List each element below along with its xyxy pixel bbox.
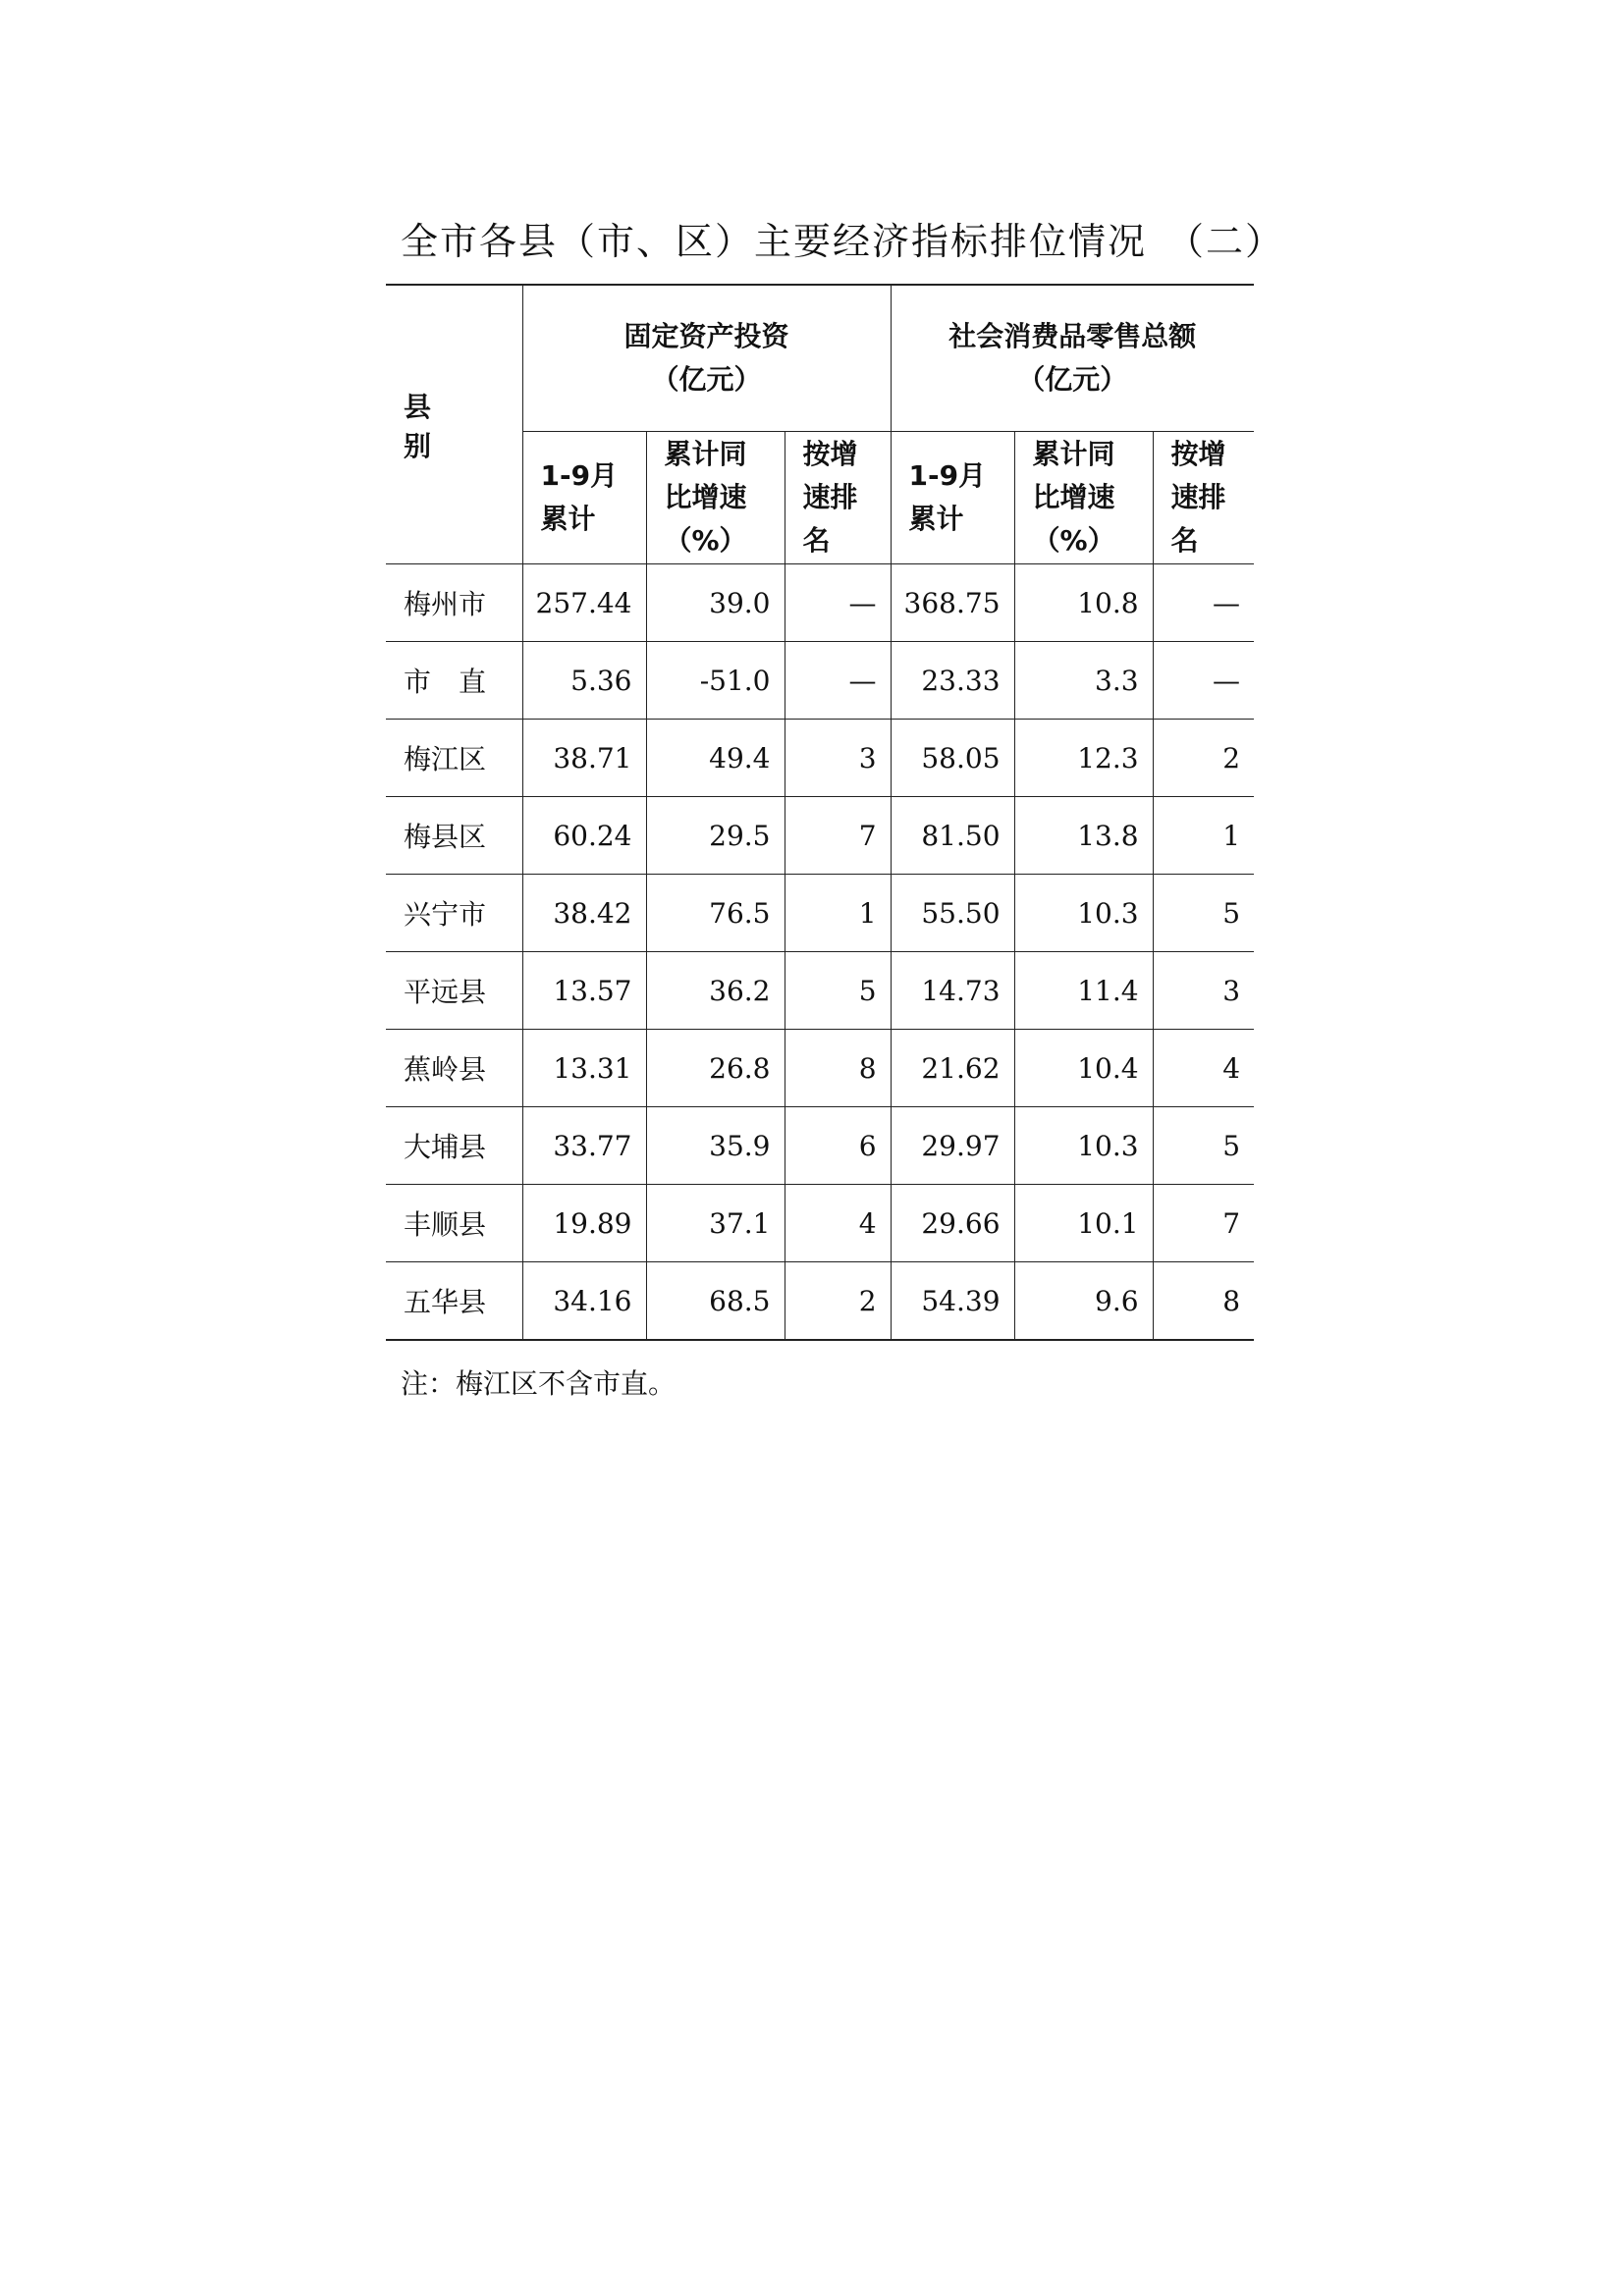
table-row (386, 1030, 1254, 1107)
fa-rank: 3 (785, 720, 891, 797)
rs-total: 29.66 (891, 1185, 1014, 1262)
rs-rank: 7 (1153, 1185, 1254, 1262)
rs-total: 21.62 (891, 1030, 1014, 1107)
fa-growth: 36.2 (646, 952, 785, 1030)
fa-total: 257.44 (522, 564, 646, 642)
fa-growth: -51.0 (646, 642, 785, 720)
region-name: 五华县 (386, 1262, 522, 1341)
rs-rank: 3 (1153, 952, 1254, 1030)
rs-growth-header: 累计同 比增速 （%） (1014, 432, 1153, 564)
fa-total: 33.77 (522, 1107, 646, 1185)
rs-growth: 10.1 (1014, 1185, 1153, 1262)
fa-growth: 37.1 (646, 1185, 785, 1262)
fa-growth-header: 累计同 比增速 （%） (646, 432, 785, 564)
page-title (401, 211, 1285, 265)
table-row (386, 642, 1254, 720)
rs-rank: 4 (1153, 1030, 1254, 1107)
table-row (386, 952, 1254, 1030)
region-name: 市 直 (386, 642, 522, 720)
fa-growth: 49.4 (646, 720, 785, 797)
table-row (386, 797, 1254, 875)
rs-rank: 2 (1153, 720, 1254, 797)
rs-rank: 5 (1153, 1107, 1254, 1185)
ranking-table (386, 284, 1254, 1341)
fa-rank: 5 (785, 952, 891, 1030)
table-row (386, 564, 1254, 642)
region-name: 平远县 (386, 952, 522, 1030)
rs-growth: 3.3 (1014, 642, 1153, 720)
fa-total: 38.42 (522, 875, 646, 952)
fa-total-header: 1-9月 累计 (522, 432, 646, 564)
rs-growth: 11.4 (1014, 952, 1153, 1030)
table-row (386, 720, 1254, 797)
fa-growth: 26.8 (646, 1030, 785, 1107)
fa-total: 38.71 (522, 720, 646, 797)
rs-rank-header: 按增 速排 名 (1153, 432, 1254, 564)
region-name: 梅县区 (386, 797, 522, 875)
rs-growth: 12.3 (1014, 720, 1153, 797)
fa-total: 5.36 (522, 642, 646, 720)
region-name: 蕉岭县 (386, 1030, 522, 1107)
fa-growth: 29.5 (646, 797, 785, 875)
table-row (386, 1262, 1254, 1341)
rs-growth: 10.8 (1014, 564, 1153, 642)
region-name: 大埔县 (386, 1107, 522, 1185)
rs-rank: 1 (1153, 797, 1254, 875)
rs-total: 368.75 (891, 564, 1014, 642)
rs-growth: 10.4 (1014, 1030, 1153, 1107)
fa-rank: 8 (785, 1030, 891, 1107)
fa-rank: — (785, 642, 891, 720)
header-row-groups (386, 285, 1254, 432)
rs-growth: 10.3 (1014, 1107, 1153, 1185)
fa-growth: 39.0 (646, 564, 785, 642)
title-suffix: （二） (1166, 220, 1285, 263)
fa-total: 34.16 (522, 1262, 646, 1341)
table-row (386, 875, 1254, 952)
rs-total: 55.50 (891, 875, 1014, 952)
fa-total: 13.31 (522, 1030, 646, 1107)
retail-sales-title: 社会消费品零售总额 (948, 320, 1197, 352)
retail-sales-group-header (891, 285, 1254, 432)
region-column-header: 县 别 (386, 285, 522, 564)
rs-rank: — (1153, 564, 1254, 642)
fa-rank: 2 (785, 1262, 891, 1341)
fa-total: 60.24 (522, 797, 646, 875)
region-name: 兴宁市 (386, 875, 522, 952)
rs-total: 23.33 (891, 642, 1014, 720)
fixed-asset-group-header (522, 285, 891, 432)
rs-total: 58.05 (891, 720, 1014, 797)
region-name: 梅州市 (386, 564, 522, 642)
table-row (386, 1107, 1254, 1185)
rs-growth: 13.8 (1014, 797, 1153, 875)
fa-growth: 68.5 (646, 1262, 785, 1341)
rs-total: 81.50 (891, 797, 1014, 875)
fixed-asset-unit: （亿元） (651, 363, 762, 396)
table-row (386, 1185, 1254, 1262)
retail-sales-unit: （亿元） (1017, 363, 1128, 396)
rs-total: 29.97 (891, 1107, 1014, 1185)
rs-total-header: 1-9月 累计 (891, 432, 1014, 564)
fa-rank: 6 (785, 1107, 891, 1185)
fa-rank-header: 按增 速排 名 (785, 432, 891, 564)
fa-rank: 1 (785, 875, 891, 952)
fa-rank: — (785, 564, 891, 642)
rs-total: 54.39 (891, 1262, 1014, 1341)
rs-growth: 10.3 (1014, 875, 1153, 952)
fa-total: 13.57 (522, 952, 646, 1030)
fa-rank: 4 (785, 1185, 891, 1262)
fa-growth: 76.5 (646, 875, 785, 952)
rs-rank: 8 (1153, 1262, 1254, 1341)
region-name: 丰顺县 (386, 1185, 522, 1262)
fa-rank: 7 (785, 797, 891, 875)
region-name: 梅江区 (386, 720, 522, 797)
fa-total: 19.89 (522, 1185, 646, 1262)
rs-growth: 9.6 (1014, 1262, 1153, 1341)
fa-growth: 35.9 (646, 1107, 785, 1185)
fixed-asset-title: 固定资产投资 (623, 320, 789, 352)
title-text: 全市各县（市、区）主要经济指标排位情况 (401, 220, 1148, 263)
rs-rank: — (1153, 642, 1254, 720)
table-note: 注：梅江区不含市直。 (401, 1367, 677, 1400)
rs-rank: 5 (1153, 875, 1254, 952)
rs-total: 14.73 (891, 952, 1014, 1030)
